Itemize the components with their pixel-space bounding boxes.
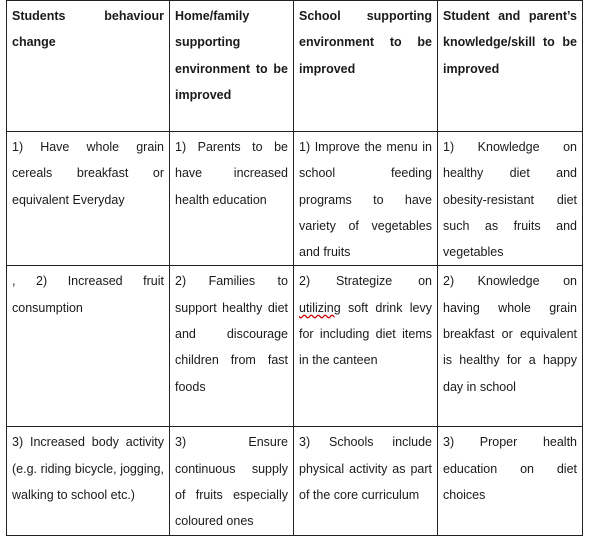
cell-home-family: 3) Ensure continuous supply of fruits especially coloured ones [170, 427, 294, 535]
intervention-table [6, 0, 583, 536]
cell-home-family: 1) Parents to be have increased health education [170, 132, 294, 266]
header-students-behaviour-change: Students behaviour change [7, 1, 170, 132]
header-school-environment: School supporting environment to be improved [294, 1, 438, 132]
header-knowledge-skill: Student and parent’s knowledge/skill to be improved [438, 1, 583, 132]
cell-school [294, 266, 438, 427]
cell-home-family: 2) Families to support healthy diet and discourage children from fast foods [170, 266, 294, 427]
cell-school: 1) Improve the menu in school feeding programs to have variety of vegetables and fruits [294, 132, 438, 266]
table-row [7, 266, 583, 427]
cell-behaviour: 1) Have whole grain cereals breakfast or equivalent Everyday [7, 132, 170, 266]
cell-school-text-end: soft drink levy for including diet items in the canteen [299, 300, 432, 368]
cell-behaviour: 3) Increased body activity (e.g. riding bicycle, jogging, walking to school etc.) [7, 427, 170, 535]
cell-behaviour: , 2) Increased fruit consumption [7, 266, 170, 427]
table-row [7, 427, 583, 535]
cell-school: 3) Schools include physical activity as part of the core curriculum [294, 427, 438, 535]
table-header-row [7, 1, 583, 132]
cell-school-text-start: 2) Strategize on [299, 274, 432, 289]
spellcheck-underlined-word: utilizing [299, 300, 341, 315]
cell-knowledge: 1) Knowledge on healthy diet and obesity-resistant diet such as fruits and vegetables [438, 132, 583, 266]
cell-knowledge: 2) Knowledge on having whole grain breakfast or equivalent is healthy for a happy day in school [438, 266, 583, 427]
header-home-family-environment: Home/family supporting environment to be improved [170, 1, 294, 132]
cell-knowledge: 3) Proper health education on diet choices [438, 427, 583, 535]
table-row [7, 132, 583, 266]
